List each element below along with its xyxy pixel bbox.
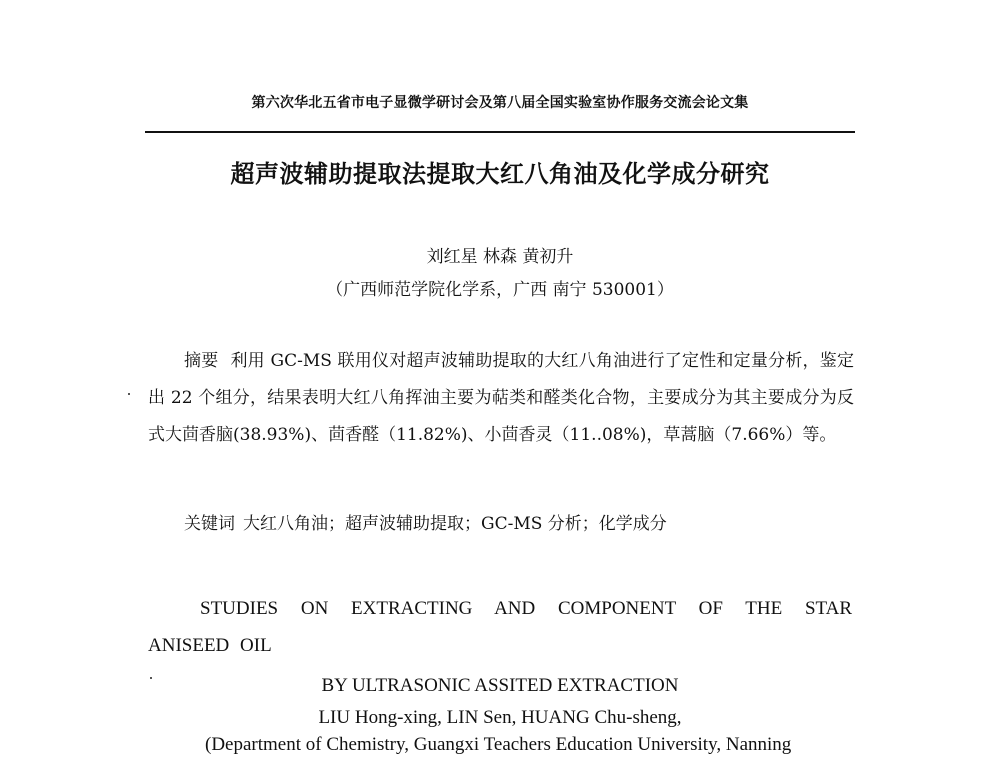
abstract-cn xyxy=(148,343,854,454)
keywords-text: 大红八角油；超声波辅助提取；GC-MS 分析；化学成分 xyxy=(243,514,667,534)
keywords-cn xyxy=(184,509,854,539)
paper-title-cn: 超声波辅助提取法提取大红八角油及化学成分研究 xyxy=(230,160,770,188)
header-rule xyxy=(145,131,855,133)
scan-speck xyxy=(128,393,130,395)
abstract-text: 利用 GC-MS 联用仪对超声波辅助提取的大红八角油进行了定性和定量分析，鉴定出 22 个组分，结果表明大红八角挥油主要为萜类和醛类化合物，主要成分为其主要成分为反式大茴香脑(38.93%)、茴香醛（11.82%)、小茴香灵（11..08%)，草蒿脑（7.66%）等。 xyxy=(148,351,854,445)
paper-title-en: STUDIES ON EXTRACTING AND COMPONENT OF THE STAR ANISEED OIL xyxy=(148,598,852,656)
authors-en: LIU Hong-xing, LIN Sen, HUANG Chu-sheng, xyxy=(318,707,682,728)
affiliation-en: (Department of Chemistry, Guangxi Teachers Education University, Nanning xyxy=(205,734,792,755)
affiliation-cn: （广西师范学院化学系，广西 南宁 530001） xyxy=(326,280,674,300)
running-header: 第六次华北五省市电子显微学研讨会及第八届全国实验室协作服务交流会论文集 xyxy=(251,95,749,111)
abstract-label: 摘要 xyxy=(184,351,219,371)
authors-cn: 刘红星 林森 黄初升 xyxy=(426,247,574,267)
paper-subtitle-en: BY ULTRASONIC ASSITED EXTRACTION xyxy=(321,675,679,696)
scan-speck xyxy=(150,677,152,679)
keywords-label: 关键词 xyxy=(184,514,235,534)
